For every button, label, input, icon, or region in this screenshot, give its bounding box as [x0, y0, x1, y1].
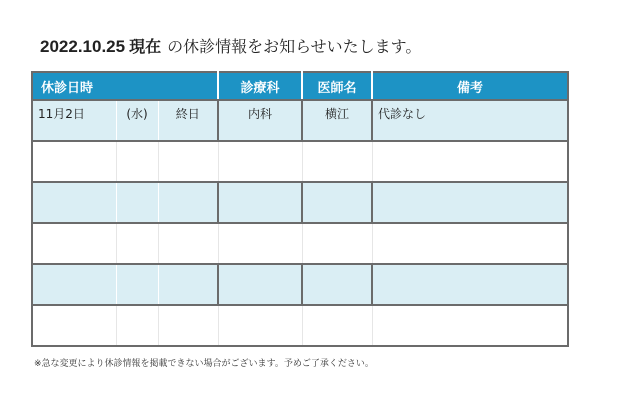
cell-department	[218, 264, 302, 305]
cell-doctor	[302, 264, 372, 305]
table-row	[32, 100, 568, 141]
cell-period	[158, 264, 218, 305]
cell-period: 終日	[158, 100, 218, 141]
header-department: 診療科	[218, 72, 302, 100]
title-text: の休診情報をお知らせいたします。	[167, 37, 422, 56]
cell-department	[218, 305, 302, 346]
cell-period	[158, 141, 218, 182]
cell-department	[218, 141, 302, 182]
cell-department: 内科	[218, 100, 302, 141]
cell-doctor	[302, 305, 372, 346]
page-title	[40, 36, 421, 58]
table-row	[32, 305, 568, 346]
date-text: 2022.10.25	[40, 37, 126, 56]
cell-weekday	[116, 141, 158, 182]
footnote: ※急な変更により休診情報を掲載できない場合がございます。予めご了承ください。	[34, 359, 374, 369]
cell-remarks: 代診なし	[372, 100, 568, 141]
cell-remarks	[372, 182, 568, 223]
cell-period	[158, 223, 218, 264]
cell-date	[32, 182, 116, 223]
header-remarks: 備考	[372, 72, 568, 100]
closure-table	[31, 71, 569, 347]
table-row	[32, 182, 568, 223]
header-doctor: 医師名	[302, 72, 372, 100]
cell-date	[32, 264, 116, 305]
cell-date	[32, 223, 116, 264]
cell-date	[32, 305, 116, 346]
cell-doctor	[302, 223, 372, 264]
cell-department	[218, 223, 302, 264]
cell-weekday: (水)	[116, 100, 158, 141]
cell-date: 11月2日	[32, 100, 116, 141]
cell-remarks	[372, 223, 568, 264]
cell-doctor	[302, 182, 372, 223]
table-header-row	[32, 72, 568, 100]
header-closure-datetime: 休診日時	[32, 72, 218, 100]
cell-remarks	[372, 141, 568, 182]
as-of-text: 現在	[129, 37, 162, 56]
cell-department	[218, 182, 302, 223]
table-row	[32, 264, 568, 305]
cell-doctor	[302, 141, 372, 182]
cell-weekday	[116, 264, 158, 305]
table-row	[32, 141, 568, 182]
table-row	[32, 223, 568, 264]
cell-weekday	[116, 182, 158, 223]
cell-period	[158, 182, 218, 223]
cell-weekday	[116, 223, 158, 264]
cell-weekday	[116, 305, 158, 346]
cell-doctor: 横江	[302, 100, 372, 141]
cell-remarks	[372, 305, 568, 346]
cell-remarks	[372, 264, 568, 305]
cell-period	[158, 305, 218, 346]
cell-date	[32, 141, 116, 182]
